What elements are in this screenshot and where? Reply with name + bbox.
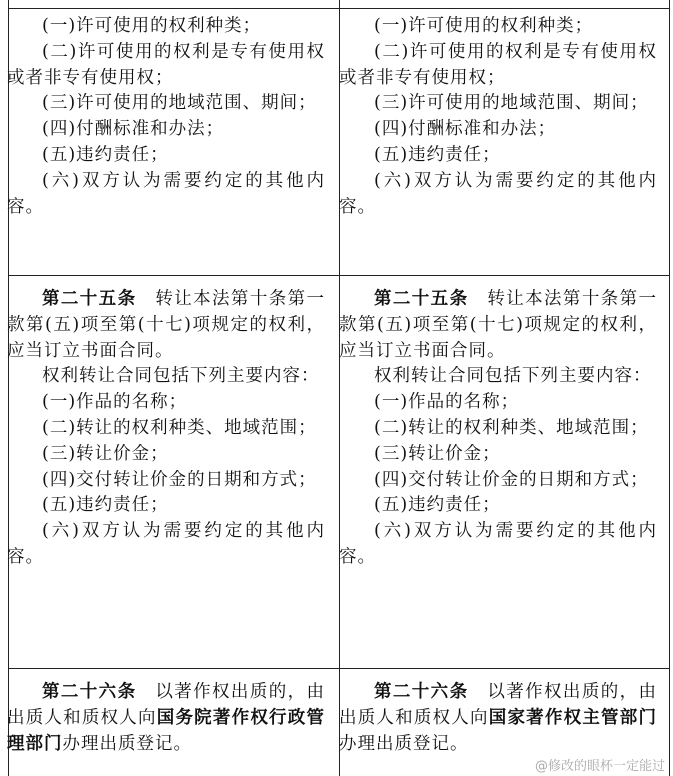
clause-item: (四)交付转让价金的日期和方式； bbox=[374, 469, 649, 490]
clause-item: (三)许可使用的地域范围、期间； bbox=[374, 93, 649, 114]
clause-item: (五)违约责任； bbox=[42, 495, 169, 516]
clause-item: (四)付酬标准和办法； bbox=[42, 119, 225, 140]
clause-item: (五)违约责任； bbox=[374, 144, 501, 165]
clause-item: (六)双方认为需要约定的其他内容。 bbox=[7, 170, 325, 217]
clause-item: (二)许可使用的权利是专有使用权或者非专有使用权； bbox=[339, 41, 657, 88]
article-text: 以著作权出质的，由出质人和质权人向 bbox=[339, 682, 658, 728]
article-text: 转让本法第十条第一款第(五)项至第(十七)项规定的权利，应当订立书面合同。 bbox=[7, 289, 326, 361]
clause-item: (二)转让的权利种类、地域范围； bbox=[374, 417, 649, 438]
article-paragraph bbox=[7, 287, 325, 364]
clause-item: (三)转让价金； bbox=[374, 443, 501, 464]
clause-item: (一)许可使用的权利种类； bbox=[374, 16, 594, 36]
article-paragraph bbox=[339, 287, 657, 364]
clause-item: (二)许可使用的权利是专有使用权或者非专有使用权； bbox=[7, 41, 325, 88]
clause-item: (五)违约责任； bbox=[42, 144, 169, 165]
clause-item: (三)转让价金； bbox=[42, 443, 169, 464]
article-text: 转让本法第十条第一款第(五)项至第(十七)项规定的权利，应当订立书面合同。 bbox=[339, 289, 658, 361]
article-paragraph bbox=[339, 680, 657, 757]
row-divider-2 bbox=[9, 668, 669, 669]
row-divider-1 bbox=[9, 275, 669, 276]
row2-left-cell bbox=[7, 287, 325, 571]
row1-left-cell bbox=[7, 14, 325, 220]
clause-item: (六)双方认为需要约定的其他内容。 bbox=[339, 521, 657, 567]
article-number: 第二十五条 bbox=[42, 289, 137, 309]
clause-item: 权利转让合同包括下列主要内容： bbox=[374, 366, 652, 387]
clause-item: (四)付酬标准和办法； bbox=[374, 119, 557, 140]
clause-item: (六)双方认为需要约定的其他内容。 bbox=[339, 170, 657, 217]
clause-item: (一)许可使用的权利种类； bbox=[42, 16, 262, 36]
article-text: 办理出质登记。 bbox=[62, 733, 192, 754]
clause-item: 权利转让合同包括下列主要内容： bbox=[42, 366, 320, 387]
row2-right-cell bbox=[339, 287, 657, 571]
row1-right-cell bbox=[339, 14, 657, 220]
row-divider-top bbox=[9, 8, 669, 9]
clause-item: (三)许可使用的地域范围、期间； bbox=[42, 93, 317, 114]
article-number: 第二十五条 bbox=[374, 289, 469, 309]
article-text: 以著作权出质的，由出质人和质权人向 bbox=[7, 682, 326, 728]
article-paragraph bbox=[7, 680, 325, 757]
clause-item: (四)交付转让价金的日期和方式； bbox=[42, 469, 317, 490]
article-text: 办理出质登记。 bbox=[339, 733, 469, 754]
clause-item: (一)作品的名称； bbox=[374, 392, 520, 413]
clause-item: (一)作品的名称； bbox=[42, 392, 188, 413]
row3-left-cell bbox=[7, 680, 325, 757]
highlighted-authority: 国务院著作权行政管理部门 bbox=[7, 707, 325, 754]
clause-item: (五)违约责任； bbox=[374, 495, 501, 516]
article-number: 第二十六条 bbox=[42, 682, 137, 702]
watermark: @修改的眼杯一定能过 bbox=[534, 759, 665, 774]
highlighted-authority: 国家著作权主管部门 bbox=[488, 707, 657, 728]
clause-item: (二)转让的权利种类、地域范围； bbox=[42, 417, 317, 438]
article-number: 第二十六条 bbox=[374, 682, 469, 702]
row3-right-cell bbox=[339, 680, 657, 757]
clause-item: (六)双方认为需要约定的其他内容。 bbox=[7, 521, 325, 567]
